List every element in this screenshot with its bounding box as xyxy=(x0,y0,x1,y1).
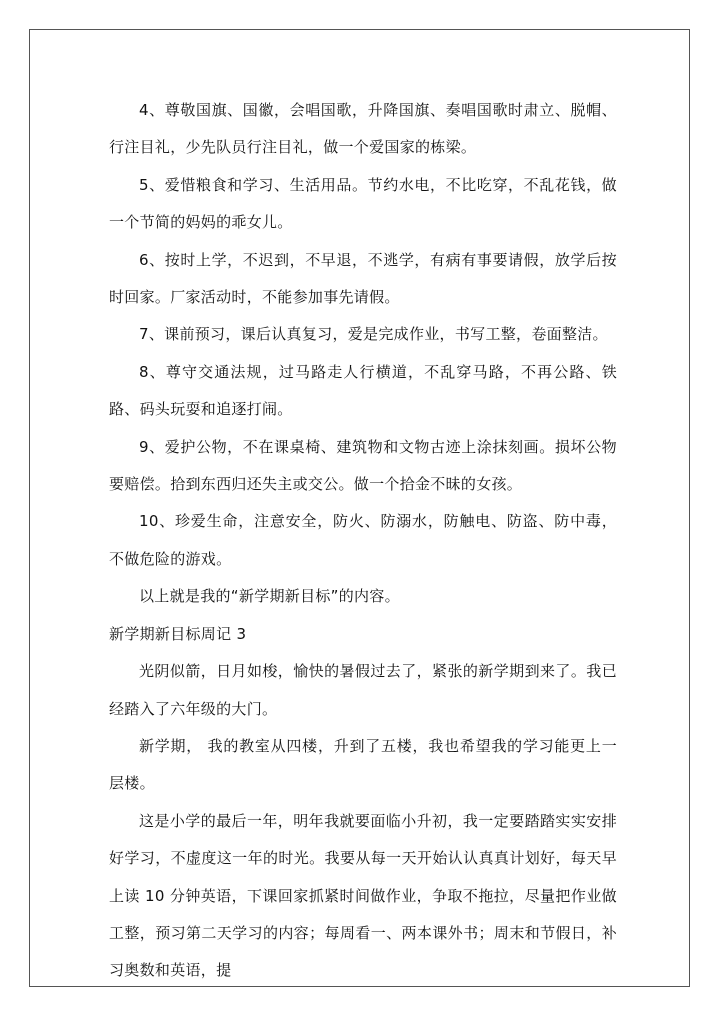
paragraph-conclusion: 以上就是我的“新学期新目标”的内容。 xyxy=(139,587,400,606)
paragraph-item-5: 5、爱惜粮食和学习、生活用品。节约水电，不比吃穿，不乱花钱，做一个节简的妈妈的乖女儿。 xyxy=(109,175,617,232)
section-heading: 新学期新目标周记 3 xyxy=(109,624,247,643)
paragraph-item-10: 10、珍爱生命，注意安全，防火、防溺水，防触电、防盗、防中毒，不做危险的游戏。 xyxy=(109,512,617,568)
paragraph-item-4: 4、尊敬国旗、国徽，会唱国歌，升降国旗、奏唱国歌时肃立、脱帽、行注目礼，少先队员行注目礼，做一个爱国家的栋梁。 xyxy=(109,101,617,157)
paragraph-item-9: 9、爱护公物，不在课桌椅、建筑物和文物古迹上涂抹刻画。损坏公物要赔偿。拾到东西归还失主或交公。做一个拾金不昧的女孩。 xyxy=(109,437,617,494)
paragraph-new-term: 新学期， 我的教室从四楼，升到了五楼，我也希望我的学习能更上一层楼。 xyxy=(109,736,617,793)
paragraph-item-8: 8、尊守交通法规，过马路走人行横道，不乱穿马路，不再公路、铁路、码头玩耍和追逐打闹。 xyxy=(109,362,617,419)
paragraph-item-6: 6、按时上学，不迟到，不早退，不逃学，有病有事要请假，放学后按时回家。厂家活动时，不能参加事先请假。 xyxy=(109,250,617,307)
paragraph-item-7: 7、课前预习，课后认真复习，爱是完成作业，书写工整，卷面整洁。 xyxy=(139,325,608,344)
document-body xyxy=(109,92,617,990)
paragraph-intro: 光阴似箭，日月如梭，愉快的暑假过去了，紧张的新学期到来了。我已经踏入了六年级的大门。 xyxy=(109,662,617,718)
paragraph-plan: 这是小学的最后一年，明年我就要面临小升初，我一定要踏踏实实安排好学习，不虚度这一年的时光。我要从每一天开始认认真真计划好，每天早上读 10 分钟英语，下课回家抓紧时间做作业，争取不拖拉，尽量把作业做工整，预习第二天学习的内容；每周看一、两本课外书；周末和节假日，补习奥数和英语，提 xyxy=(109,811,617,980)
